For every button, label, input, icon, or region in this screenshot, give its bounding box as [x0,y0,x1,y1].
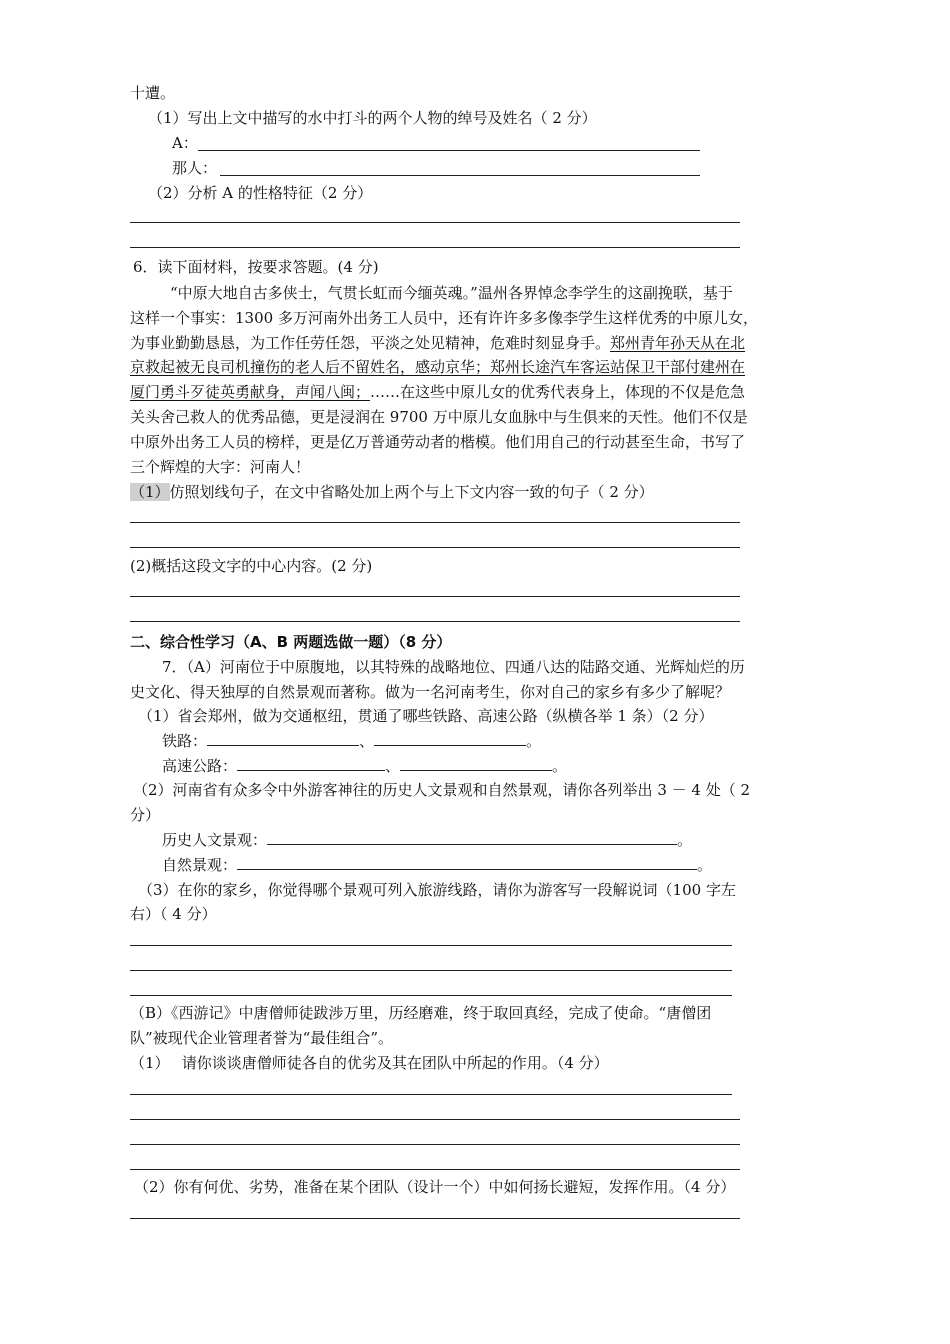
q7a-nature-row [162,855,712,875]
section-2-heading: 二、综合性学习（A、B 两题选做一题）（8 分） [130,633,452,651]
q6-para-line-7: 中原外出务工人员的榜样，更是亿万普通劳动者的楷模。他们用自己的行动甚至生命，书写了 [130,433,746,451]
q6-sub1-text: 仿照划线句子，在文中省略处加上两个与上下文内容一致的句子（ 2 分） [169,483,654,501]
q7a-history-row [162,830,692,850]
q6-underlined-sentence: 郑州青年孙天从在北 [610,334,746,352]
q5-a-label: A： [172,134,198,152]
q7a-rail-row [162,731,541,751]
q5-sub1-prompt: （1）写出上文中描写的水中打斗的两个人物的绰号及姓名（ 2 分） [148,109,597,127]
q7a-sub2-prompt-line-2: 分） [130,806,161,824]
q6-para-line-8: 三个辉煌的大字：河南人！ [130,458,311,476]
q7b-sub1-answer-line-3[interactable] [130,1144,740,1145]
q7b-sub1-answer-line-1[interactable] [130,1094,732,1095]
highway-blank-1[interactable] [237,756,385,771]
q6-title: 6．读下面材料，按要求答题。(4 分) [133,258,379,276]
q5-sub2-prompt: （2）分析 A 的性格特征（2 分） [148,184,373,202]
q6-para-line-6: 关头舍己救人的优秀品德，更是浸润在 9700 万中原儿女血脉中与生俱来的天性。他们不仅是 [130,408,748,426]
highway-separator: 、 [385,757,401,775]
q6-sub1-number-highlight: （1） [130,483,170,501]
q5-nr-label: 那人： [172,159,218,177]
q6-sub1-answer-line-1[interactable] [130,522,740,523]
rail-end: 。 [526,732,542,750]
q7a-sub3-answer-line-2[interactable] [130,970,732,971]
rail-separator: 、 [359,732,375,750]
q7b-sub2-answer-line[interactable] [130,1218,740,1219]
history-end: 。 [677,831,693,849]
q5-nr-answer-line[interactable] [220,175,700,176]
q6-para-line-3 [130,333,745,353]
q6-sub2-answer-line-2[interactable] [130,621,740,622]
q7a-sub3-prompt-line-2: 右）（ 4 分） [130,905,217,923]
q7a-sub3-prompt-line-1: （3）在你的家乡，你觉得哪个景观可列入旅游线路，请你为游客写一段解说词（100 字左 [138,881,736,899]
q7b-sub1-answer-line-4[interactable] [130,1169,740,1170]
history-blank[interactable] [267,830,677,845]
q7a-intro-line-1: 7．（A）河南位于中原腹地，以其特殊的战略地位、四通八达的陆路交通、光辉灿烂的历 [162,658,745,676]
q6-sub1-answer-line-2[interactable] [130,547,740,548]
highway-end: 。 [552,757,568,775]
q5-sub2-answer-line-2[interactable] [130,247,740,248]
nature-blank[interactable] [237,855,697,870]
q7b-sub1-answer-line-2[interactable] [130,1119,740,1120]
q7a-intro-line-2: 史文化、得天独厚的自然景观而著称。做为一名河南考生，你对自己的家乡有多少了解呢？ [130,683,731,701]
q7a-highway-row [162,756,567,776]
q6-sub2-answer-line-1[interactable] [130,596,740,597]
rail-blank-1[interactable] [207,731,359,746]
q5-tail-text: 十遭。 [130,84,176,102]
nature-end: 。 [697,856,713,874]
q7a-sub3-answer-line-3[interactable] [130,995,732,996]
q6-sub1-prompt [130,482,654,502]
q7a-sub3-answer-line-1[interactable] [130,945,732,946]
q7b-intro-line-1: （B）《西游记》中唐僧师徒跋涉万里，历经磨难，终于取回真经，完成了使命。“唐僧团 [130,1004,712,1022]
rail-label: 铁路： [162,732,208,750]
q6-para-line-2: 这样一个事实：1300 多万河南外出务工人员中，还有许许多多像李学生这样优秀的中原儿女， [130,309,758,327]
q6-underlined-sentence-cont: 京救起被无良司机撞伤的老人后不留姓名，感动京华；郑州长途汽车客运站保卫干部付建州在 [130,358,746,376]
q7b-sub2-prompt: （2）你有何优、劣势，准备在某个团队（设计一个）中如何扬长避短，发挥作用。（4 分） [134,1178,736,1196]
highway-label: 高速公路： [162,757,238,775]
nature-label: 自然景观： [162,856,238,874]
q6-para-text: 为事业勤勤恳恳，为工作任劳任怨，平淡之处见精神，危难时刻显身手。 [130,334,611,352]
q7b-intro-line-2: 队”被现代企业管理者誉为“最佳组合”。 [130,1029,394,1047]
q5-sub2-answer-line-1[interactable] [130,222,740,223]
q7a-sub1-prompt: （1）省会郑州，做为交通枢纽，贯通了哪些铁路、高速公路（纵横各举 1 条）（2 分） [138,707,714,725]
history-label: 历史人文景观： [162,831,268,849]
q6-para-line-1: “中原大地自古多侠士，气贯长虹而今缅英魂。”温州各界悼念李学生的这副挽联，基于 [170,284,733,302]
q6-sub2-prompt: (2)概括这段文字的中心内容。(2 分) [130,557,373,575]
highway-blank-2[interactable] [400,756,552,771]
q6-underlined-sentence-end: 厦门勇斗歹徒英勇献身，声闻八闽； [130,383,371,401]
q6-para-text-cont: ……在这些中原儿女的优秀代表身上，体现的不仅是危急 [370,383,746,401]
q7a-sub2-prompt-line-1: （2）河南省有众多令中外游客神往的历史人文景观和自然景观，请你各列举出 3 － 4 处（ 2 [133,781,751,799]
q7b-sub1-prompt: （1） 请你谈谈唐僧师徒各自的优劣及其在团队中所起的作用。（4 分） [130,1054,609,1072]
q5-a-answer-line[interactable] [198,150,700,151]
q6-para-line-5 [130,382,745,402]
rail-blank-2[interactable] [374,731,526,746]
